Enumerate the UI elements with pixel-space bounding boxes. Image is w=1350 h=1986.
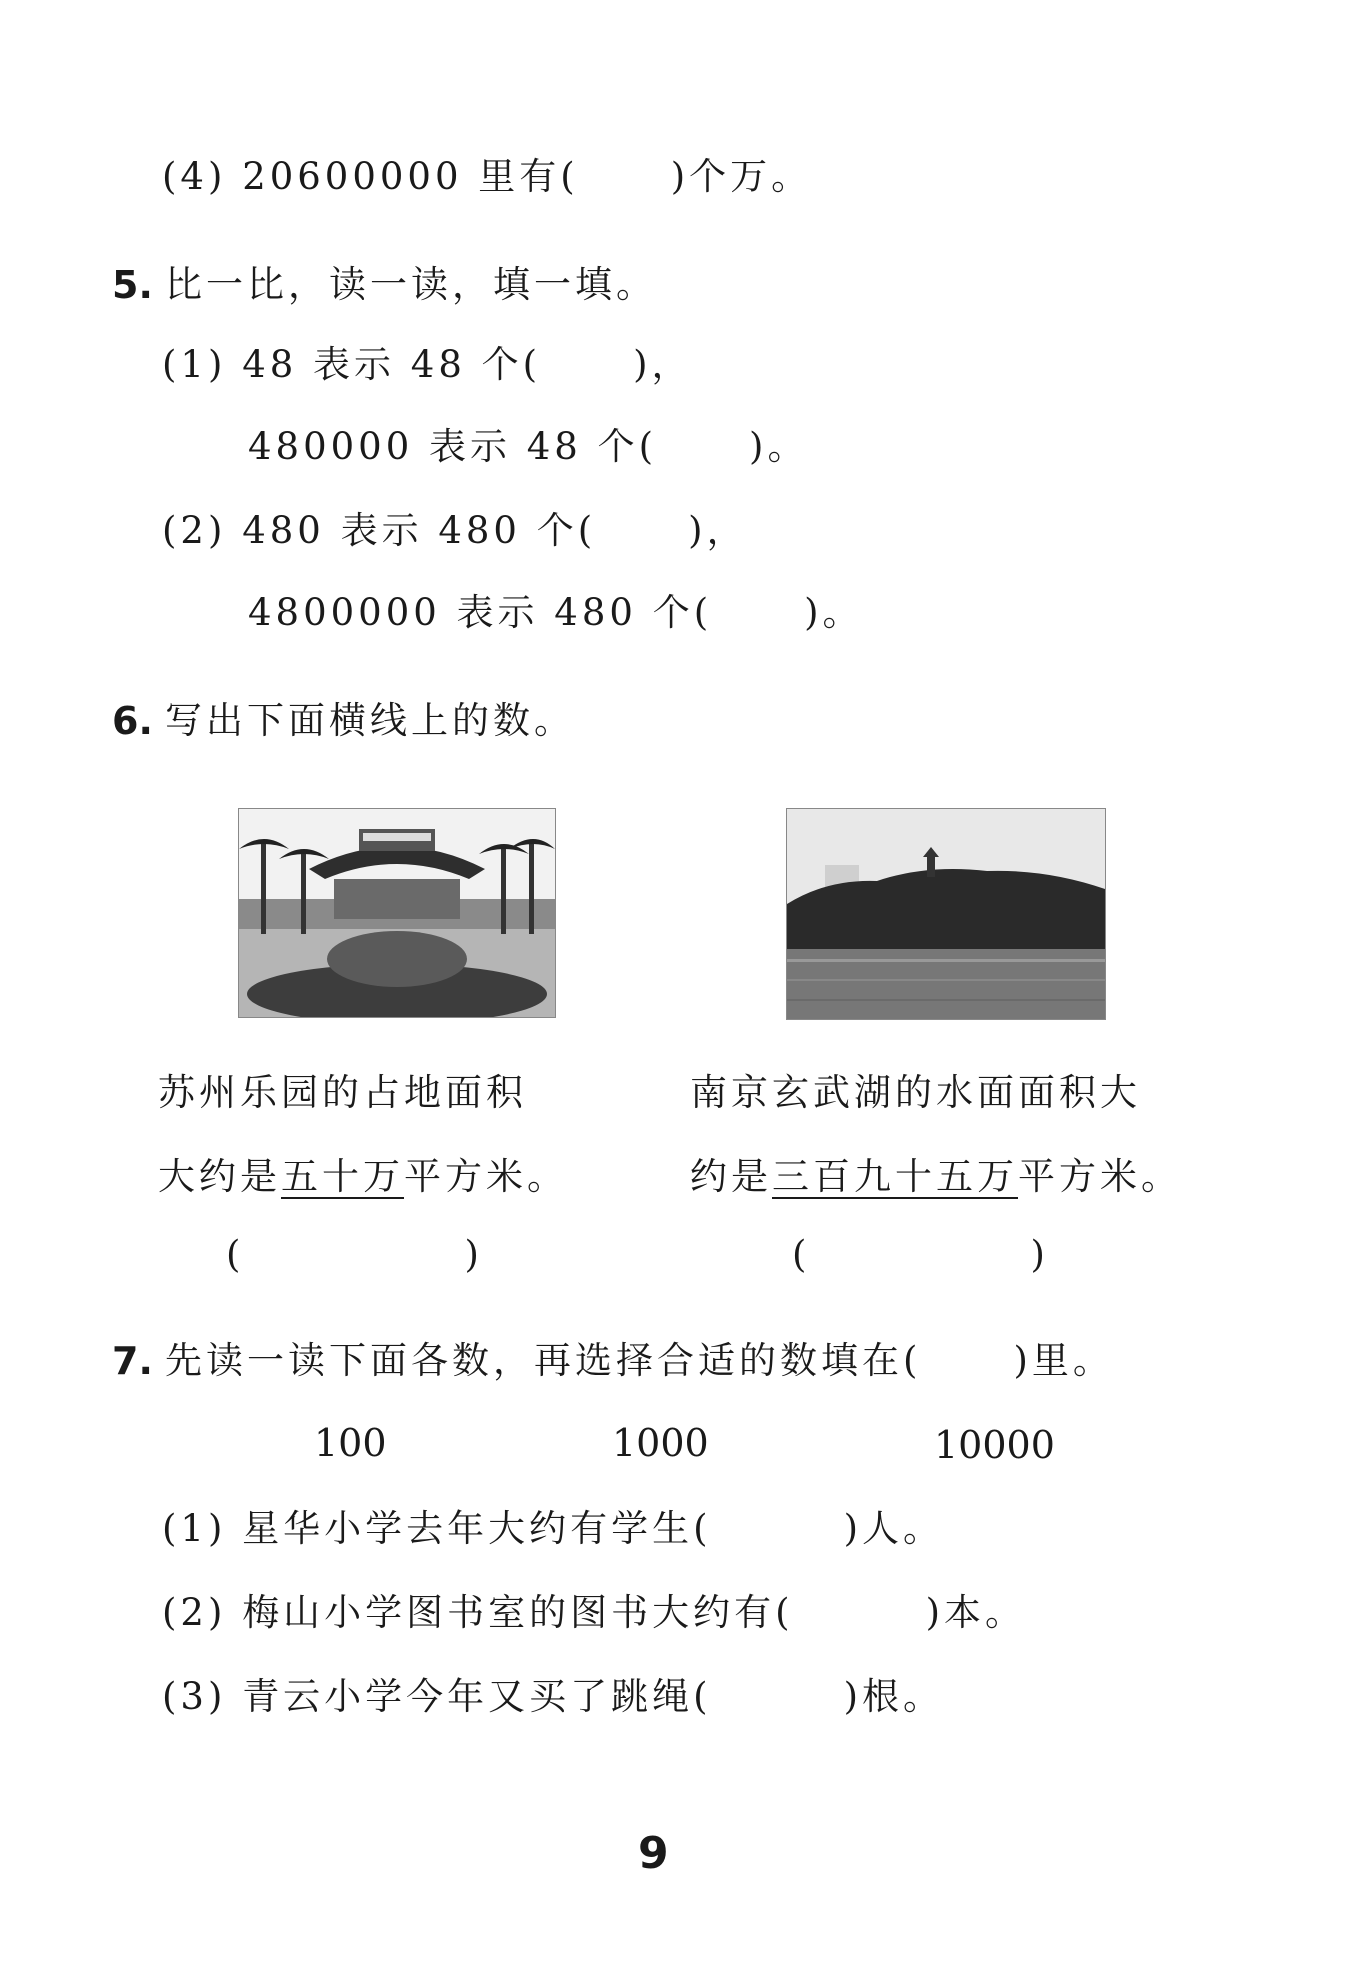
text: 480 表示 480 个( — [242, 509, 597, 552]
option-1000: 1000 — [612, 1421, 709, 1465]
paren-open: ( — [226, 1233, 245, 1276]
paren-close: ) — [464, 1233, 483, 1276]
amusement-park-photo — [238, 808, 556, 1018]
text: 大约是 — [158, 1155, 281, 1198]
text: )。 — [804, 591, 864, 634]
xuanwu-lake-image — [787, 809, 1105, 1019]
text: 480000 表示 48 个( — [248, 425, 658, 468]
item-number: (3) — [162, 1675, 227, 1718]
text: )根。 — [843, 1675, 945, 1718]
q7-item-1 — [162, 1507, 945, 1550]
text: )本。 — [925, 1591, 1027, 1634]
item-number: (2) — [162, 1591, 227, 1634]
item-number: (4) — [162, 155, 227, 198]
text: )个万。 — [670, 155, 813, 198]
item-number: (1) — [162, 1507, 227, 1550]
text: 先读一读下面各数，再选择合适的数填在( — [165, 1339, 922, 1382]
page-number: 9 — [638, 1828, 669, 1879]
left-answer-parens — [226, 1233, 483, 1276]
question-number-7: 7. — [112, 1339, 153, 1383]
question-number-6: 6. — [112, 699, 153, 743]
left-caption-line-2 — [158, 1155, 568, 1198]
text: )里。 — [1013, 1339, 1114, 1382]
text: 平方米。 — [1018, 1155, 1182, 1198]
q5-item-1-line-2 — [248, 425, 809, 468]
paren-open: ( — [792, 1233, 811, 1276]
option-100: 100 — [314, 1421, 387, 1465]
underlined-number: 三百九十五万 — [772, 1155, 1018, 1198]
question-number-5: 5. — [112, 263, 153, 307]
text: 4800000 表示 480 个( — [248, 591, 713, 634]
option-10000: 10000 — [934, 1423, 1055, 1467]
text: )人。 — [843, 1507, 945, 1550]
text: )， — [688, 509, 748, 552]
q7-item-2 — [162, 1591, 1027, 1634]
q5-item-2-line-1 — [162, 509, 748, 552]
xuanwu-lake-photo — [786, 808, 1106, 1020]
item-number: (1) — [162, 343, 227, 386]
text: 梅山小学图书室的图书大约有( — [242, 1591, 794, 1634]
left-caption-line-1: 苏州乐园的占地面积 — [158, 1071, 527, 1114]
text: 48 表示 48 个( — [242, 343, 542, 386]
q7-item-3 — [162, 1675, 945, 1718]
question-6-title: 写出下面横线上的数。 — [165, 699, 575, 742]
q5-item-2-line-2 — [248, 591, 864, 634]
text: 平方米。 — [404, 1155, 568, 1198]
text: )。 — [749, 425, 809, 468]
q4-item-4 — [162, 155, 813, 198]
text: 约是 — [690, 1155, 772, 1198]
item-number: (2) — [162, 509, 227, 552]
q5-item-1-line-1 — [162, 343, 693, 386]
underlined-number: 五十万 — [281, 1155, 404, 1198]
text: 星华小学去年大约有学生( — [242, 1507, 712, 1550]
right-caption-line-1: 南京玄武湖的水面面积大 — [690, 1071, 1141, 1114]
text: 青云小学今年又买了跳绳( — [242, 1675, 712, 1718]
text: )， — [633, 343, 693, 386]
right-answer-parens — [792, 1233, 1049, 1276]
question-7-title — [165, 1339, 1114, 1382]
text: 20600000 里有( — [242, 155, 579, 198]
right-caption-line-2 — [690, 1155, 1182, 1198]
paren-close: ) — [1030, 1233, 1049, 1276]
amusement-park-image — [239, 809, 555, 1017]
question-5-title: 比一比，读一读，填一填。 — [165, 263, 657, 306]
